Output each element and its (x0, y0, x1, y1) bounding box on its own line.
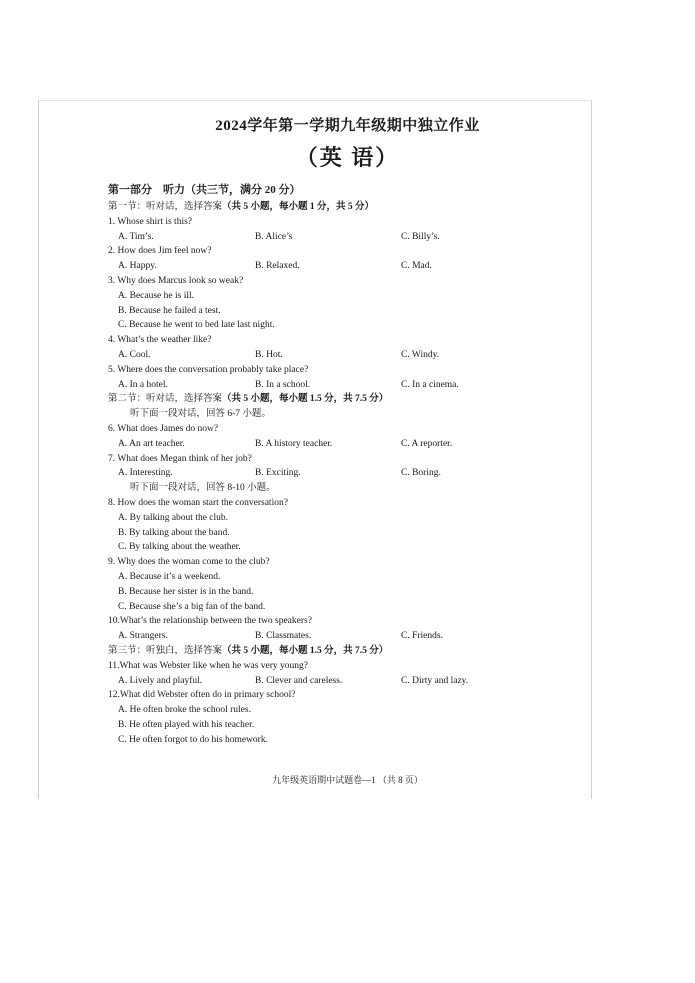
q6-option-c: C. A reporter. (401, 438, 453, 449)
exam-subject: （英 语） (295, 145, 400, 170)
section3-heading (108, 644, 578, 659)
q3-option-b: B. Because he failed a test. (118, 305, 221, 316)
q7-option-c: C. Boring. (401, 468, 441, 479)
q1-option-a: A. Tim’s. (118, 231, 154, 242)
q9-option-c: C. Because she’s a big fan of the band. (118, 601, 266, 612)
q8-stem: 8. How does the woman start the conversation? (108, 497, 288, 508)
q12-option-c: C. He often forgot to do his homework. (118, 734, 268, 745)
q3-stem: 3. Why does Marcus look so weak? (108, 275, 244, 286)
q1-stem: 1. Whose shirt is this? (108, 216, 193, 227)
q2-option-c: C. Mad. (401, 261, 432, 272)
q11-option-a: A. Lively and playful. (118, 675, 203, 686)
q10-stem: 10.What’s the relationship between the two speakers? (108, 616, 312, 627)
q8-option-b: B. By talking about the band. (118, 527, 230, 538)
exam-title: 2024学年第一学期九年级期中独立作业 (215, 118, 480, 134)
q6-option-a: A. An art teacher. (118, 438, 185, 449)
q5-option-c: C. In a cinema. (401, 379, 459, 390)
q5-options (108, 378, 578, 393)
q9-option-a: A. Because it’s a weekend. (118, 571, 221, 582)
section3-lead: 第三节：听独白，选择答案 (108, 645, 223, 656)
section3-detail: （共 5 小题，每小题 1.5 分，共 7.5 分） (222, 645, 389, 656)
q7-option-b: B. Exciting. (255, 468, 301, 479)
q4-option-a: A. Cool. (118, 349, 151, 360)
q5-stem: 5. Where does the conversation probably take place? (108, 364, 309, 375)
q2-option-a: A. Happy. (118, 261, 157, 272)
q9-stem: 9. Why does the woman come to the club? (108, 557, 270, 568)
q12-stem: 12.What did Webster often do in primary school? (108, 690, 296, 701)
q2-option-b: B. Relaxed. (255, 261, 300, 272)
section2-heading (108, 392, 578, 407)
section1-lead: 第一节：听对话，选择答案 (108, 202, 223, 212)
instruction-6-7: 听下面一段对话，回答 6-7 小题。 (130, 409, 271, 420)
q8-option-c: C. By talking about the weather. (118, 542, 241, 553)
q7-stem: 7. What does Megan think of her job? (108, 453, 252, 464)
q4-stem: 4. What’s the weather like? (108, 335, 212, 346)
q7-option-a: A. Interesting. (118, 468, 173, 479)
q4-options (108, 348, 578, 363)
q2-stem: 2. How does Jim feel now? (108, 246, 212, 257)
q3-option-a: A. Because he is ill. (118, 290, 194, 301)
q3-option-c: C. Because he went to bed late last night. (118, 320, 275, 331)
q12-option-b: B. He often played with his teacher. (118, 719, 255, 730)
q10-option-b: B. Classmates. (255, 631, 312, 642)
exam-content (108, 180, 578, 747)
q11-stem: 11.What was Webster like when he was very young? (108, 660, 308, 671)
q11-option-b: B. Clever and careless. (255, 675, 343, 686)
q8-option-a: A. By talking about the club. (118, 512, 229, 523)
q5-option-a: A. In a hotel. (118, 379, 168, 390)
part1-heading: 第一部分 听力（共三节，满分 20 分） (108, 184, 301, 196)
q2-options (108, 259, 578, 274)
q12-option-a: A. He often broke the school rules. (118, 705, 251, 716)
q1-option-b: B. Alice’s (255, 231, 293, 242)
q4-option-b: B. Hot. (255, 349, 283, 360)
q1-option-c: C. Billy’s. (401, 231, 440, 242)
q4-option-c: C. Windy. (401, 349, 440, 360)
q10-option-c: C. Friends. (401, 631, 443, 642)
q10-options (108, 629, 578, 644)
q1-options (108, 230, 578, 245)
q5-option-b: B. In a school. (255, 379, 311, 390)
q7-options (108, 466, 578, 481)
q10-option-a: A. Strangers. (118, 631, 168, 642)
instruction-8-10: 听下面一段对话，回答 8-10 小题。 (130, 483, 276, 494)
section1-detail: （共 5 小题，每小题 1 分，共 5 分） (222, 202, 375, 212)
section2-lead: 第二节：听对话，选择答案 (108, 394, 223, 405)
q11-option-c: C. Dirty and lazy. (401, 675, 469, 686)
section2-detail: （共 5 小题，每小题 1.5 分，共 7.5 分） (222, 394, 389, 405)
q6-options (108, 437, 578, 452)
page-footer: 九年级英语期中试题卷—1 （共 8 页） (272, 775, 423, 785)
q11-options (108, 674, 578, 689)
q6-stem: 6. What does James do now? (108, 423, 219, 434)
q9-option-b: B. Because her sister is in the band. (118, 586, 254, 597)
q6-option-b: B. A history teacher. (255, 438, 333, 449)
section1-heading (108, 200, 578, 215)
